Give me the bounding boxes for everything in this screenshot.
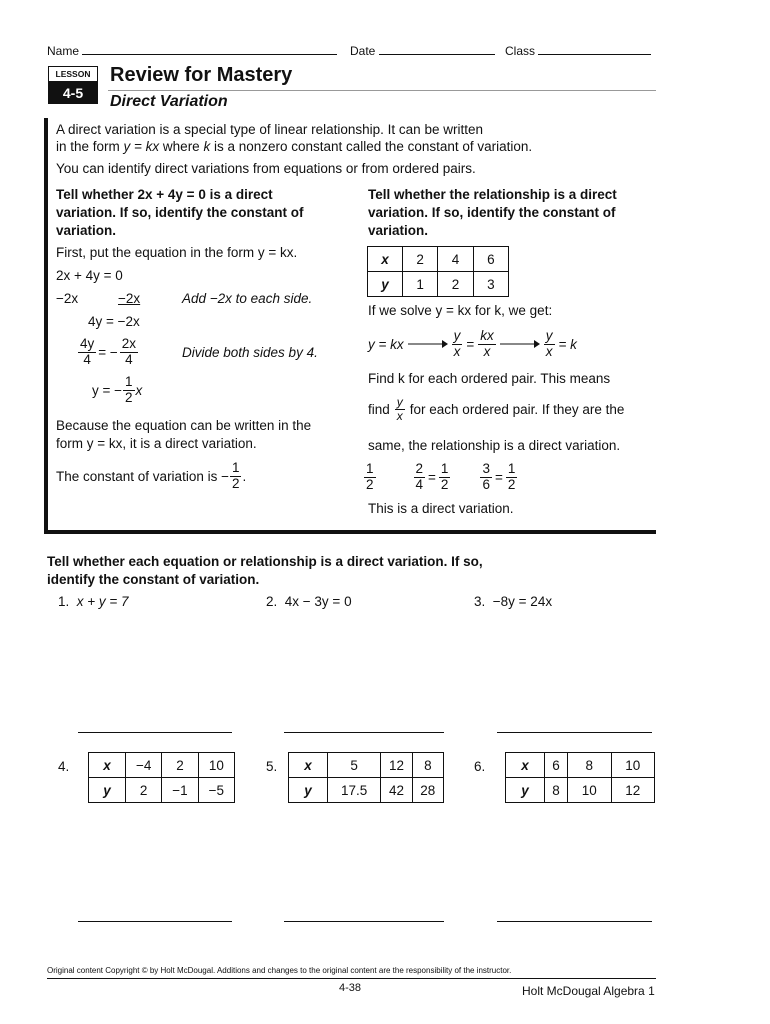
lesson-badge-label: LESSON [48, 66, 98, 82]
intro-line-2: in the form y = kx where k is a nonzero constant called the constant of variation. [56, 139, 533, 154]
arrow-right-icon [500, 339, 540, 349]
table-row: y 8 10 12 [506, 778, 655, 803]
class-blank[interactable] [538, 42, 651, 55]
date-blank[interactable] [379, 42, 495, 55]
left-eq1: 2x + 4y = 0 [56, 268, 123, 283]
right-example-heading: Tell whether the relationship is a direct variation. If so, identify the constant of variation. [368, 187, 617, 238]
left-step-intro: First, put the equation in the form y = kx. [56, 245, 298, 260]
table-row: x 2 4 6 [368, 247, 509, 272]
exercise-instructions: Tell whether each equation or relationship is a direct variation. If so, identify the constant of variation. [47, 554, 483, 587]
left-constant: The constant of variation is − $\frac{1}{2}$ . [56, 460, 247, 491]
page-title: Review for Mastery [110, 64, 293, 86]
answer-line-6[interactable] [497, 921, 652, 922]
problem-5-table [288, 752, 444, 803]
right-find-text-3: same, the relationship is a direct variation. [368, 438, 621, 453]
left-note-divide: Divide both sides by 4. [182, 345, 318, 360]
problem-4-table [88, 752, 235, 803]
right-find-text-1: Find k for each ordered pair. This means [368, 371, 611, 386]
problem-1: 1. x + y = 7 [58, 594, 129, 609]
page-subtitle: Direct Variation [110, 93, 228, 110]
right-find-text-2: find $\frac{y}{x}$ for each ordered pair. If they are the [368, 395, 625, 424]
problem-6-table [505, 752, 655, 803]
table-row: x −4 2 10 [89, 753, 235, 778]
name-field [47, 42, 337, 58]
problem-2: 2. 4x − 3y = 0 [266, 594, 352, 609]
left-eq3: 4y = −2x [88, 314, 140, 329]
answer-line-1[interactable] [78, 732, 232, 733]
answer-line-5[interactable] [284, 921, 444, 922]
arrow-right-icon [408, 339, 448, 349]
left-eq2-right: −2x [118, 291, 141, 306]
lesson-badge [48, 66, 98, 104]
intro-line-3: You can identify direct variations from equations or from ordered pairs. [56, 161, 476, 176]
right-ratios: $\frac{1}{2}$ $\frac{2}{4}$ = $\frac{1}{2}$ $\frac{3}{6}$ = $\frac{1}{2}$ [366, 461, 516, 492]
left-because: Because the equation can be written in the form y = kx, it is a direct variation. [56, 418, 312, 451]
footer-copyright: Original content Copyright © by Holt McDougal. Additions and changes to the original content are the responsibility of the instructor. [47, 966, 512, 975]
name-blank[interactable] [82, 42, 337, 55]
problem-5-number: 5. [266, 759, 278, 774]
footer-rule [47, 978, 656, 979]
table-row: y 1 2 3 [368, 272, 509, 297]
left-note-add: Add −2x to each side. [182, 291, 313, 306]
left-eq4: $\frac{4y}{4}$ = − $\frac{2x}{4}$ [80, 336, 137, 367]
problem-6-number: 6. [474, 759, 486, 774]
right-solve-text: If we solve y = kx for k, we get: [368, 303, 553, 318]
date-label: Date [350, 44, 376, 58]
intro-paragraph [56, 121, 532, 155]
problem-4-number: 4. [58, 759, 70, 774]
example-xy-table [367, 246, 509, 297]
table-row: y 2 −1 −5 [89, 778, 235, 803]
problem-3: 3. −8y = 24x [474, 594, 553, 609]
right-solve-chain: y = kx $\frac{y}{x}$ = $\frac{kx}{x}$ $\frac{y}{x}$ = k [368, 328, 577, 359]
right-conclusion: This is a direct variation. [368, 501, 514, 516]
table-row: x 6 8 10 [506, 753, 655, 778]
footer-book: Holt McDougal Algebra 1 [522, 984, 655, 998]
date-field [350, 42, 495, 58]
footer-page-number: 4-38 [339, 982, 362, 994]
left-eq5: y = − $\frac{1}{2}$ x [92, 374, 143, 405]
answer-line-3[interactable] [497, 732, 652, 733]
table-row: y 17.5 42 28 [289, 778, 444, 803]
name-label: Name [47, 44, 80, 58]
class-field [505, 42, 651, 58]
left-example-heading: Tell whether 2x + 4y = 0 is a direct variation. If so, identify the constant of variation. [56, 187, 304, 238]
lesson-badge-number: 4-5 [48, 82, 98, 104]
left-eq2-left: −2x [56, 291, 79, 306]
title-rule [108, 90, 656, 91]
table-row: x 5 12 8 [289, 753, 444, 778]
intro-line-1: A direct variation is a special type of linear relationship. It can be written [56, 122, 483, 137]
class-label: Class [505, 44, 536, 58]
answer-line-2[interactable] [284, 732, 444, 733]
answer-line-4[interactable] [78, 921, 232, 922]
example-box-left-border [44, 118, 48, 532]
example-box-bottom-border [44, 530, 656, 534]
